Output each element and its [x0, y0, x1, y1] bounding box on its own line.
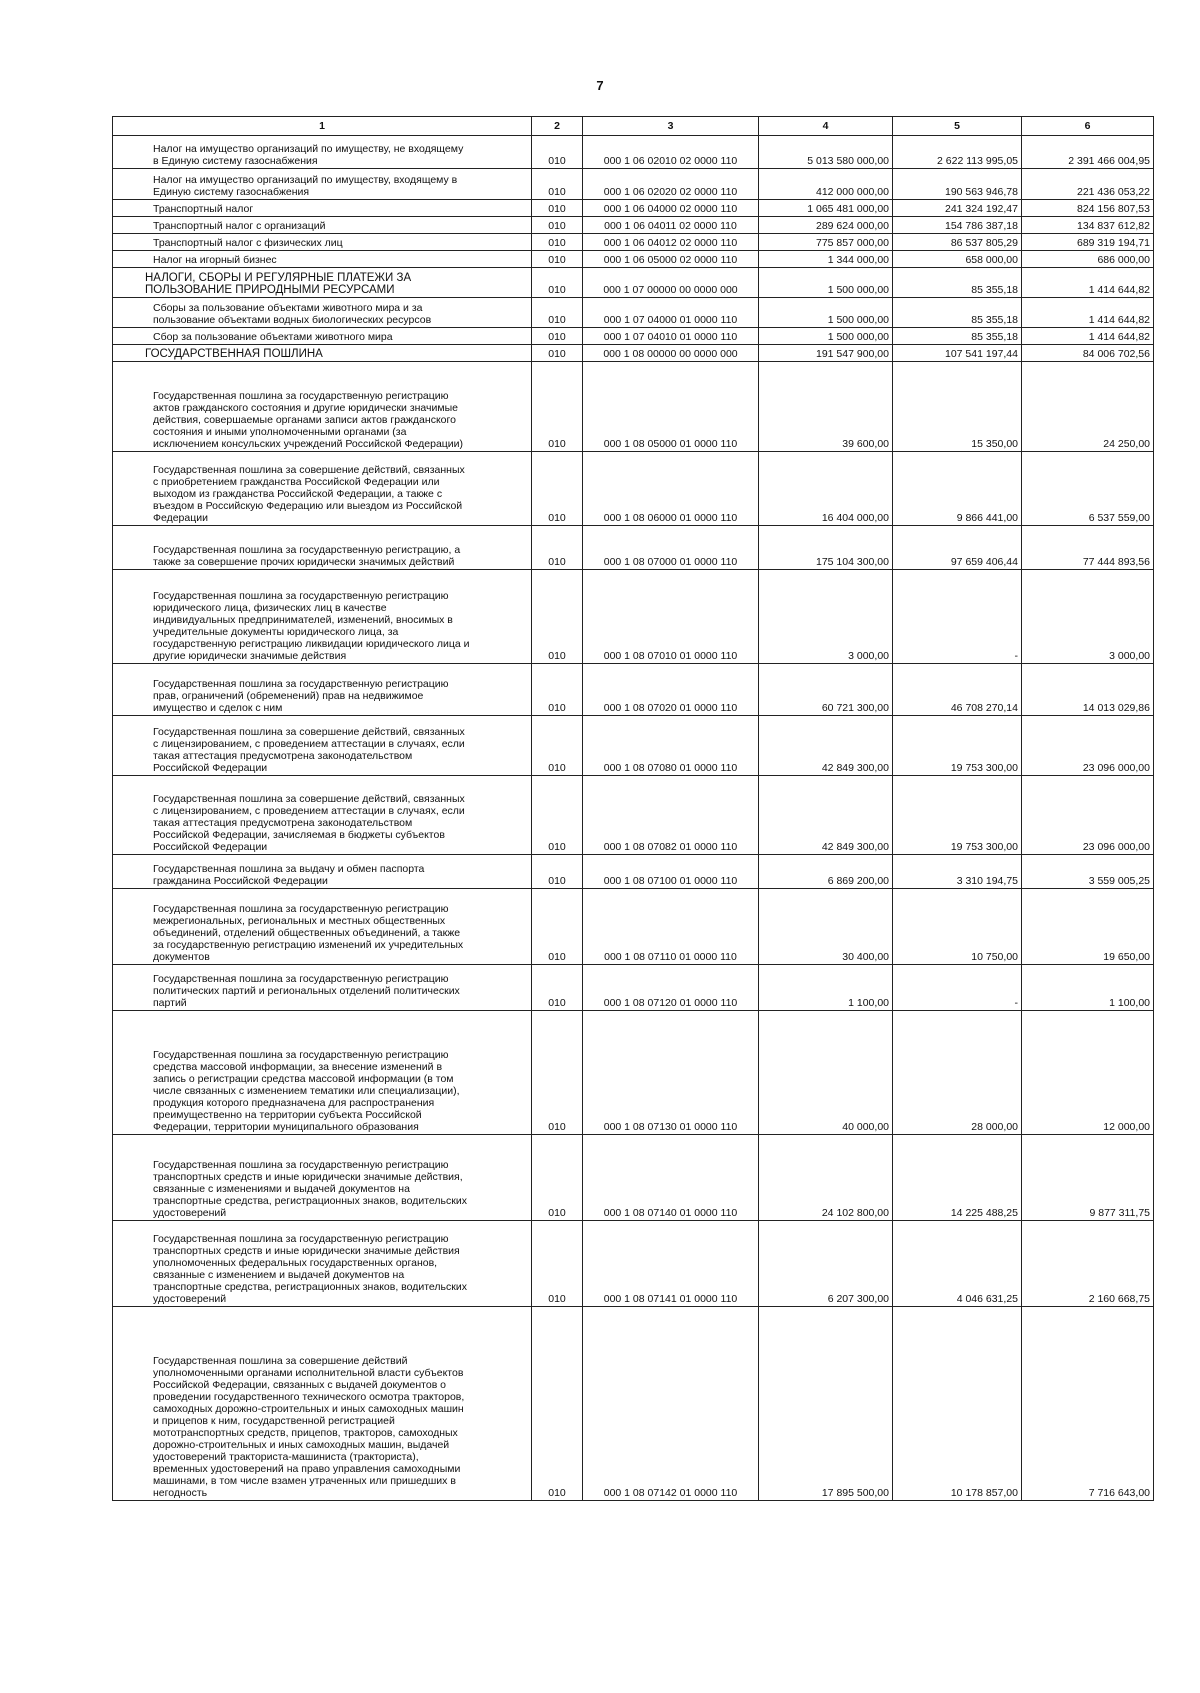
row-code: 010	[532, 328, 583, 345]
row-executed-amount: 190 563 946,78	[893, 169, 1022, 200]
row-unexecuted-amount: 23 096 000,00	[1022, 776, 1154, 855]
row-unexecuted-amount: 14 013 029,86	[1022, 664, 1154, 716]
row-code: 010	[532, 526, 583, 570]
row-approved-amount: 30 400,00	[759, 889, 893, 965]
row-name: Сборы за пользование объектами животного мира и за пользование объектами водных биологических ресурсов	[113, 298, 532, 328]
row-executed-amount: 97 659 406,44	[893, 526, 1022, 570]
row-name: Государственная пошлина за государственную регистрацию, а также за совершение прочих юридически значимых действий	[113, 526, 532, 570]
row-name: Государственная пошлина за государственную регистрацию транспортных средств и иные юридически значимые действия уполномоченных федеральных государственных органов, связанные с изменением и выдачей документов на транспортные средства, регистрационных знаков, водительских удостоверений	[113, 1221, 532, 1307]
row-budget-code: 000 1 07 04010 01 0000 110	[583, 328, 759, 345]
row-code: 010	[532, 570, 583, 664]
row-approved-amount: 1 500 000,00	[759, 328, 893, 345]
row-approved-amount: 5 013 580 000,00	[759, 136, 893, 169]
row-name: Государственная пошлина за государственную регистрацию транспортных средств и иные юридически значимые действия, связанные с изменениями и выдачей документов на транспортные средства, регистрационных знаков, водительских удостоверений	[113, 1135, 532, 1221]
table-row	[113, 776, 1154, 855]
table-row	[113, 328, 1154, 345]
row-name: Налог на имущество организаций по имуществу, входящему в Единую систему газоснабжения	[113, 169, 532, 200]
row-executed-amount: 86 537 805,29	[893, 234, 1022, 251]
row-unexecuted-amount: 221 436 053,22	[1022, 169, 1154, 200]
row-approved-amount: 1 065 481 000,00	[759, 200, 893, 217]
row-executed-amount: 85 355,18	[893, 328, 1022, 345]
row-code: 010	[532, 1135, 583, 1221]
row-name: Государственная пошлина за государственную регистрацию политических партий и региональных отделений политических партий	[113, 965, 532, 1011]
row-executed-amount: 9 866 441,00	[893, 452, 1022, 526]
table-row	[113, 570, 1154, 664]
table-row	[113, 1135, 1154, 1221]
row-name: Государственная пошлина за выдачу и обмен паспорта гражданина Российской Федерации	[113, 855, 532, 889]
table-row	[113, 217, 1154, 234]
row-budget-code: 000 1 08 07000 01 0000 110	[583, 526, 759, 570]
row-unexecuted-amount: 7 716 643,00	[1022, 1307, 1154, 1501]
column-header: 4	[759, 117, 893, 136]
table-row	[113, 298, 1154, 328]
row-name: Налог на имущество организаций по имуществу, не входящему в Единую систему газоснабжения	[113, 136, 532, 169]
row-budget-code: 000 1 06 04011 02 0000 110	[583, 217, 759, 234]
row-approved-amount: 412 000 000,00	[759, 169, 893, 200]
row-code: 010	[532, 452, 583, 526]
row-code: 010	[532, 664, 583, 716]
row-budget-code: 000 1 08 07142 01 0000 110	[583, 1307, 759, 1501]
table-row	[113, 268, 1154, 298]
row-name: Государственная пошлина за государственную регистрацию прав, ограничений (обременений) прав на недвижимое имущество и сделок с ним	[113, 664, 532, 716]
row-unexecuted-amount: 24 250,00	[1022, 362, 1154, 452]
row-budget-code: 000 1 06 02020 02 0000 110	[583, 169, 759, 200]
table-row	[113, 234, 1154, 251]
row-executed-amount: 4 046 631,25	[893, 1221, 1022, 1307]
row-approved-amount: 6 869 200,00	[759, 855, 893, 889]
row-approved-amount: 24 102 800,00	[759, 1135, 893, 1221]
row-code: 010	[532, 1221, 583, 1307]
row-approved-amount: 3 000,00	[759, 570, 893, 664]
row-approved-amount: 6 207 300,00	[759, 1221, 893, 1307]
row-approved-amount: 60 721 300,00	[759, 664, 893, 716]
row-unexecuted-amount: 2 391 466 004,95	[1022, 136, 1154, 169]
row-executed-amount: 658 000,00	[893, 251, 1022, 268]
row-name: Государственная пошлина за государственную регистрацию актов гражданского состояния и другие юридически значимые действия, совершаемые органами записи актов гражданского состояния и иными уполномоченными органами (за исключением консульских учреждений Российской Федерации)	[113, 362, 532, 452]
row-code: 010	[532, 234, 583, 251]
row-code: 010	[532, 889, 583, 965]
row-unexecuted-amount: 3 559 005,25	[1022, 855, 1154, 889]
column-header: 5	[893, 117, 1022, 136]
row-name: Государственная пошлина за совершение действий, связанных с приобретением гражданства Российской Федерации или выходом из гражданства Российской Федерации, а также с въездом в Российскую Федерацию или выездом из Российской Федерации	[113, 452, 532, 526]
row-budget-code: 000 1 07 04000 01 0000 110	[583, 298, 759, 328]
row-executed-amount: 19 753 300,00	[893, 776, 1022, 855]
row-code: 010	[532, 1307, 583, 1501]
row-code: 010	[532, 268, 583, 298]
table-row	[113, 251, 1154, 268]
row-unexecuted-amount: 23 096 000,00	[1022, 716, 1154, 776]
row-code: 010	[532, 345, 583, 362]
row-name: Государственная пошлина за государственную регистрацию юридического лица, физических лиц в качестве индивидуальных предпринимателей, изменений, вносимых в учредительные документы юридического лица, за государственную регистрацию ликвидации юридического лица и другие юридически значимые действия	[113, 570, 532, 664]
row-code: 010	[532, 1011, 583, 1135]
row-executed-amount: 241 324 192,47	[893, 200, 1022, 217]
table-row	[113, 345, 1154, 362]
row-approved-amount: 1 500 000,00	[759, 268, 893, 298]
row-budget-code: 000 1 08 07141 01 0000 110	[583, 1221, 759, 1307]
column-header: 2	[532, 117, 583, 136]
row-approved-amount: 42 849 300,00	[759, 776, 893, 855]
row-code: 010	[532, 251, 583, 268]
row-name: Транспортный налог	[113, 200, 532, 217]
row-code: 010	[532, 169, 583, 200]
row-executed-amount: -	[893, 965, 1022, 1011]
table-row	[113, 855, 1154, 889]
row-budget-code: 000 1 08 07082 01 0000 110	[583, 776, 759, 855]
table-header-row	[113, 117, 1154, 136]
row-code: 010	[532, 965, 583, 1011]
row-approved-amount: 289 624 000,00	[759, 217, 893, 234]
row-executed-amount: 3 310 194,75	[893, 855, 1022, 889]
row-budget-code: 000 1 08 06000 01 0000 110	[583, 452, 759, 526]
row-budget-code: 000 1 08 07010 01 0000 110	[583, 570, 759, 664]
row-executed-amount: 154 786 387,18	[893, 217, 1022, 234]
page-number: 7	[596, 78, 604, 93]
table-row	[113, 526, 1154, 570]
row-budget-code: 000 1 06 04012 02 0000 110	[583, 234, 759, 251]
row-approved-amount: 775 857 000,00	[759, 234, 893, 251]
table-row	[113, 664, 1154, 716]
row-executed-amount: 2 622 113 995,05	[893, 136, 1022, 169]
row-unexecuted-amount: 2 160 668,75	[1022, 1221, 1154, 1307]
row-unexecuted-amount: 689 319 194,71	[1022, 234, 1154, 251]
row-approved-amount: 1 500 000,00	[759, 298, 893, 328]
row-code: 010	[532, 200, 583, 217]
row-name: Государственная пошлина за совершение действий, связанных с лицензированием, с проведением аттестации в случаях, если такая аттестация предусмотрена законодательством Российской Федерации, зачисляемая в бюджеты субъектов Российской Федерации	[113, 776, 532, 855]
row-unexecuted-amount: 824 156 807,53	[1022, 200, 1154, 217]
row-budget-code: 000 1 08 07120 01 0000 110	[583, 965, 759, 1011]
row-budget-code: 000 1 06 02010 02 0000 110	[583, 136, 759, 169]
row-budget-code: 000 1 06 05000 02 0000 110	[583, 251, 759, 268]
row-budget-code: 000 1 08 05000 01 0000 110	[583, 362, 759, 452]
row-unexecuted-amount: 686 000,00	[1022, 251, 1154, 268]
table-row	[113, 1221, 1154, 1307]
row-code: 010	[532, 362, 583, 452]
row-unexecuted-amount: 3 000,00	[1022, 570, 1154, 664]
row-executed-amount: 10 750,00	[893, 889, 1022, 965]
row-name: Транспортный налог с организаций	[113, 217, 532, 234]
row-code: 010	[532, 716, 583, 776]
row-approved-amount: 42 849 300,00	[759, 716, 893, 776]
row-approved-amount: 40 000,00	[759, 1011, 893, 1135]
row-code: 010	[532, 855, 583, 889]
row-executed-amount: 46 708 270,14	[893, 664, 1022, 716]
row-executed-amount: 107 541 197,44	[893, 345, 1022, 362]
table-row	[113, 965, 1154, 1011]
row-approved-amount: 1 344 000,00	[759, 251, 893, 268]
row-name: НАЛОГИ, СБОРЫ И РЕГУЛЯРНЫЕ ПЛАТЕЖИ ЗА ПОЛЬЗОВАНИЕ ПРИРОДНЫМИ РЕСУРСАМИ	[113, 268, 532, 298]
table-row	[113, 452, 1154, 526]
table-row	[113, 1011, 1154, 1135]
row-executed-amount: -	[893, 570, 1022, 664]
row-unexecuted-amount: 84 006 702,56	[1022, 345, 1154, 362]
row-name: Государственная пошлина за совершение действий, связанных с лицензированием, с проведением аттестации в случаях, если такая аттестация предусмотрена законодательством Российской Федерации	[113, 716, 532, 776]
row-code: 010	[532, 136, 583, 169]
row-unexecuted-amount: 1 414 644,82	[1022, 268, 1154, 298]
row-executed-amount: 19 753 300,00	[893, 716, 1022, 776]
row-name: Государственная пошлина за совершение действий уполномоченными органами исполнительной власти субъектов Российской Федерации, связанных с выдачей документов о проведении государственного технического осмотра тракторов, самоходных дорожно-строительных и иных самоходных машин и прицепов к ним, государственной регистрацией мототранспортных средств, прицепов, тракторов, самоходных дорожно-строительных и иных самоходных машин, выдачей удостоверений тракториста-машиниста (тракториста), временных удостоверений на право управления самоходными машинами, в том числе взамен утраченных или пришедших в негодность	[113, 1307, 532, 1501]
row-approved-amount: 39 600,00	[759, 362, 893, 452]
row-budget-code: 000 1 08 07020 01 0000 110	[583, 664, 759, 716]
row-name: Государственная пошлина за государственную регистрацию средства массовой информации, за внесение изменений в запись о регистрации средства массовой информации (в том числе связанных с изменением тематики или специализации), продукция которого предназначена для распространения преимущественно на территории субъекта Российской Федерации, территории муниципального образования	[113, 1011, 532, 1135]
row-unexecuted-amount: 12 000,00	[1022, 1011, 1154, 1135]
row-unexecuted-amount: 134 837 612,82	[1022, 217, 1154, 234]
row-approved-amount: 191 547 900,00	[759, 345, 893, 362]
row-executed-amount: 85 355,18	[893, 298, 1022, 328]
row-unexecuted-amount: 1 414 644,82	[1022, 298, 1154, 328]
row-budget-code: 000 1 08 07140 01 0000 110	[583, 1135, 759, 1221]
row-approved-amount: 16 404 000,00	[759, 452, 893, 526]
table-row	[113, 169, 1154, 200]
column-header: 6	[1022, 117, 1154, 136]
row-budget-code: 000 1 06 04000 02 0000 110	[583, 200, 759, 217]
row-unexecuted-amount: 1 100,00	[1022, 965, 1154, 1011]
row-code: 010	[532, 776, 583, 855]
row-approved-amount: 17 895 500,00	[759, 1307, 893, 1501]
row-budget-code: 000 1 08 07110 01 0000 110	[583, 889, 759, 965]
revenue-table	[112, 116, 1154, 1501]
row-code: 010	[532, 217, 583, 234]
row-code: 010	[532, 298, 583, 328]
row-approved-amount: 175 104 300,00	[759, 526, 893, 570]
row-budget-code: 000 1 08 07100 01 0000 110	[583, 855, 759, 889]
table-row	[113, 889, 1154, 965]
row-executed-amount: 28 000,00	[893, 1011, 1022, 1135]
row-unexecuted-amount: 1 414 644,82	[1022, 328, 1154, 345]
row-name: Сбор за пользование объектами животного мира	[113, 328, 532, 345]
row-budget-code: 000 1 08 07130 01 0000 110	[583, 1011, 759, 1135]
row-name: Государственная пошлина за государственную регистрацию межрегиональных, региональных и местных общественных объединений, отделений общественных объединений, а также за государственную регистрацию изменений их учредительных документов	[113, 889, 532, 965]
row-executed-amount: 10 178 857,00	[893, 1307, 1022, 1501]
row-executed-amount: 15 350,00	[893, 362, 1022, 452]
row-budget-code: 000 1 07 00000 00 0000 000	[583, 268, 759, 298]
row-unexecuted-amount: 77 444 893,56	[1022, 526, 1154, 570]
row-executed-amount: 14 225 488,25	[893, 1135, 1022, 1221]
row-executed-amount: 85 355,18	[893, 268, 1022, 298]
row-approved-amount: 1 100,00	[759, 965, 893, 1011]
row-unexecuted-amount: 9 877 311,75	[1022, 1135, 1154, 1221]
column-header: 1	[113, 117, 532, 136]
row-budget-code: 000 1 08 00000 00 0000 000	[583, 345, 759, 362]
row-unexecuted-amount: 19 650,00	[1022, 889, 1154, 965]
table-row	[113, 362, 1154, 452]
table-row	[113, 200, 1154, 217]
table-row	[113, 136, 1154, 169]
table-row	[113, 1307, 1154, 1501]
table-row	[113, 716, 1154, 776]
row-name: ГОСУДАРСТВЕННАЯ ПОШЛИНА	[113, 345, 532, 362]
row-name: Транспортный налог с физических лиц	[113, 234, 532, 251]
row-name: Налог на игорный бизнес	[113, 251, 532, 268]
row-budget-code: 000 1 08 07080 01 0000 110	[583, 716, 759, 776]
column-header: 3	[583, 117, 759, 136]
row-unexecuted-amount: 6 537 559,00	[1022, 452, 1154, 526]
